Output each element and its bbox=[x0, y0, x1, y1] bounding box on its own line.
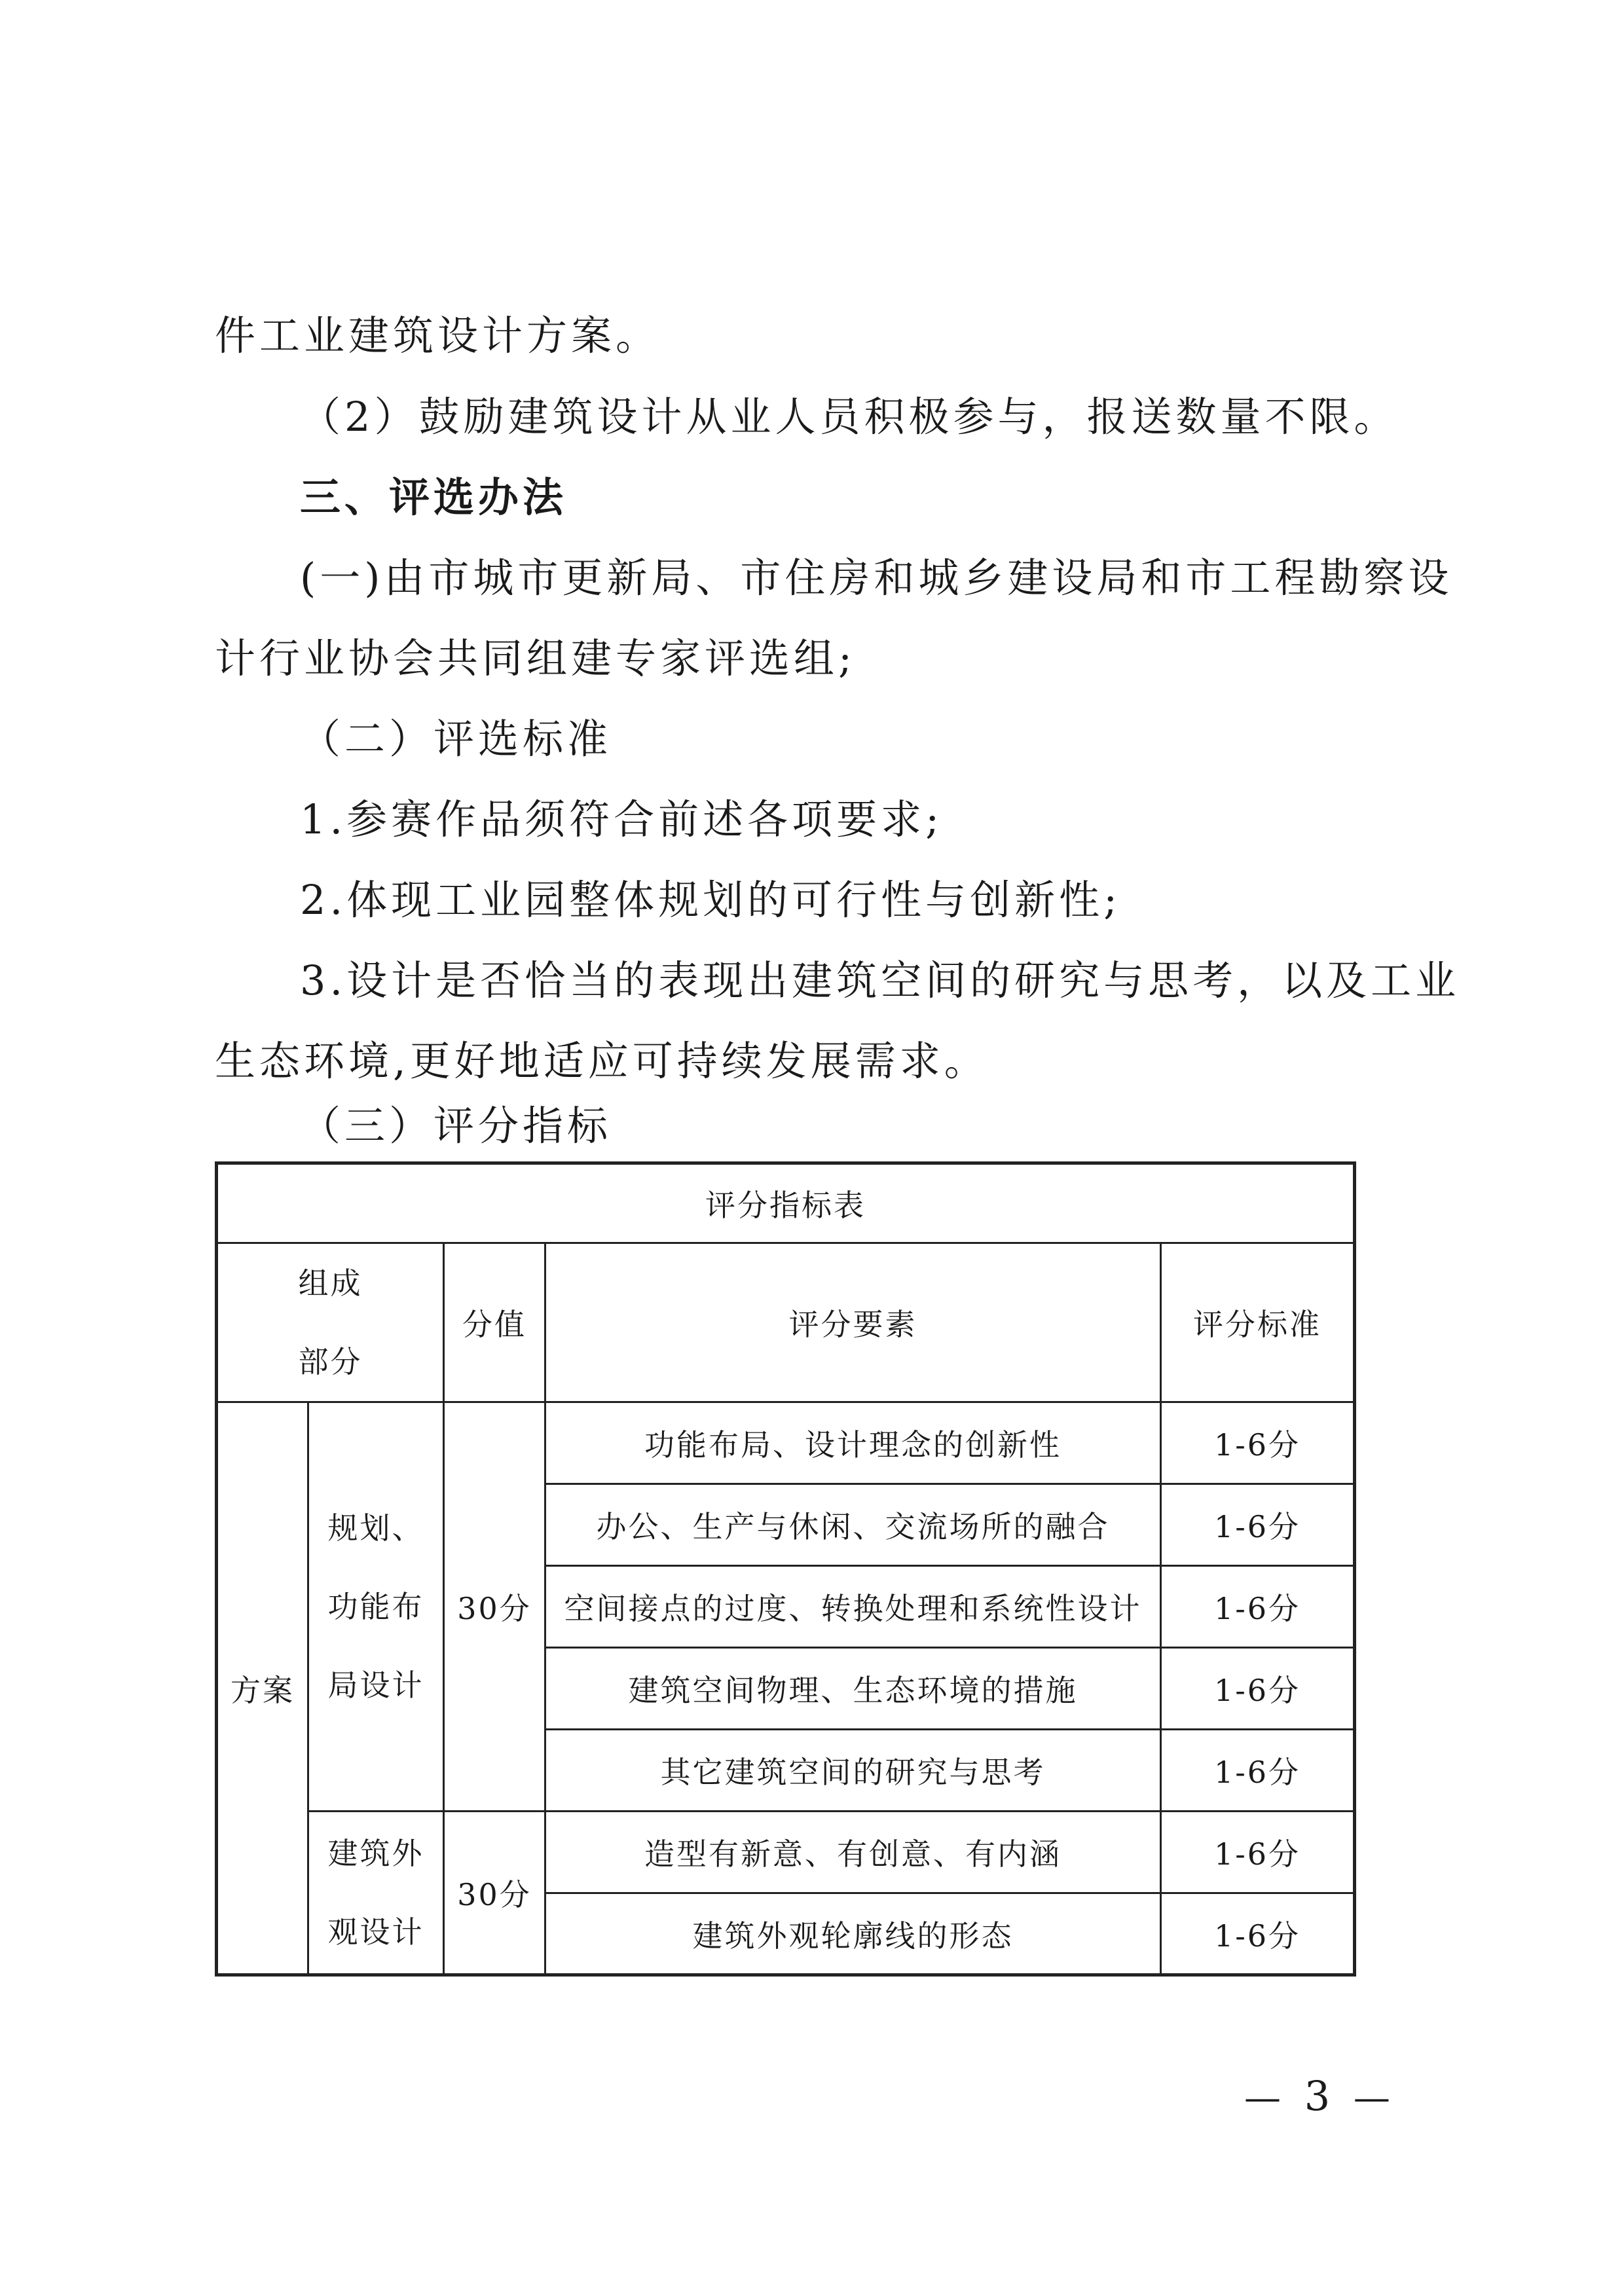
criteria-item-3-line1: 3.设计是否恰当的表现出建筑空间的研究与思考，以及工业 bbox=[300, 957, 1460, 1004]
element-cell: 建筑外观轮廓线的形态 bbox=[545, 1893, 1161, 1975]
criteria-item-2: 2.体现工业园整体规划的可行性与创新性; bbox=[300, 876, 1122, 924]
standard-cell: 1-6分 bbox=[1161, 1402, 1355, 1484]
footer-dash-right: — bbox=[1353, 2077, 1395, 2119]
header-component-line1: 组成 bbox=[298, 1266, 363, 1301]
element-cell: 办公、生产与休闲、交流场所的融合 bbox=[545, 1484, 1161, 1566]
header-score: 分值 bbox=[444, 1243, 545, 1402]
element-cell: 功能布局、设计理念的创新性 bbox=[545, 1402, 1161, 1484]
paragraph-item-2: （2）鼓励建筑设计从业人员积极参与，报送数量不限。 bbox=[300, 393, 1399, 441]
page-footer bbox=[1244, 2072, 1395, 2120]
paragraph-item-one-line2: 计行业协会共同组建专家评选组; bbox=[215, 634, 856, 682]
table-title-row bbox=[217, 1163, 1355, 1243]
header-component-line2: 部分 bbox=[298, 1344, 363, 1379]
element-cell: 造型有新意、有创意、有内涵 bbox=[545, 1812, 1161, 1893]
group1-label-line2: 功能布 bbox=[327, 1589, 424, 1624]
category-cell: 方案 bbox=[217, 1402, 308, 1975]
group2-label-line2: 观设计 bbox=[327, 1914, 424, 1950]
group2-score: 30分 bbox=[444, 1812, 545, 1975]
table-header-row bbox=[217, 1243, 1355, 1402]
table-row bbox=[217, 1402, 1355, 1484]
standard-cell: 1-6分 bbox=[1161, 1730, 1355, 1812]
group1-label-line1: 规划、 bbox=[327, 1510, 424, 1546]
table-row bbox=[217, 1812, 1355, 1893]
group2-label-line1: 建筑外 bbox=[327, 1836, 424, 1871]
criteria-item-1: 1.参赛作品须符合前述各项要求; bbox=[300, 795, 944, 843]
subheading-criteria: （二）评选标准 bbox=[300, 715, 612, 763]
header-component bbox=[217, 1243, 444, 1402]
standard-cell: 1-6分 bbox=[1161, 1893, 1355, 1975]
standard-cell: 1-6分 bbox=[1161, 1648, 1355, 1730]
group2-label bbox=[308, 1812, 444, 1975]
element-cell: 其它建筑空间的研究与思考 bbox=[545, 1730, 1161, 1812]
group1-label bbox=[308, 1402, 444, 1812]
standard-cell: 1-6分 bbox=[1161, 1812, 1355, 1893]
scoring-table bbox=[215, 1161, 1356, 1977]
section-heading: 三、评选办法 bbox=[300, 473, 568, 521]
group1-label-line3: 局设计 bbox=[327, 1667, 424, 1703]
table-title: 评分指标表 bbox=[217, 1163, 1355, 1243]
criteria-item-3-line2: 生态环境,更好地适应可持续发展需求。 bbox=[215, 1037, 989, 1085]
standard-cell: 1-6分 bbox=[1161, 1484, 1355, 1566]
paragraph-item-one-line1: (一)由市城市更新局、市住房和城乡建设局和市工程勘察设 bbox=[300, 554, 1453, 602]
element-cell: 空间接点的过度、转换处理和系统性设计 bbox=[545, 1566, 1161, 1648]
element-cell: 建筑空间物理、生态环境的措施 bbox=[545, 1648, 1161, 1730]
header-elements: 评分要素 bbox=[545, 1243, 1161, 1402]
header-standard: 评分标准 bbox=[1161, 1243, 1355, 1402]
footer-dash-left: — bbox=[1244, 2077, 1286, 2119]
paragraph-continuation: 件工业建筑设计方案。 bbox=[215, 312, 661, 359]
page-number: 3 bbox=[1304, 2072, 1336, 2120]
group1-score: 30分 bbox=[444, 1402, 545, 1812]
standard-cell: 1-6分 bbox=[1161, 1566, 1355, 1648]
subheading-score-index: （三）评分指标 bbox=[300, 1102, 612, 1150]
